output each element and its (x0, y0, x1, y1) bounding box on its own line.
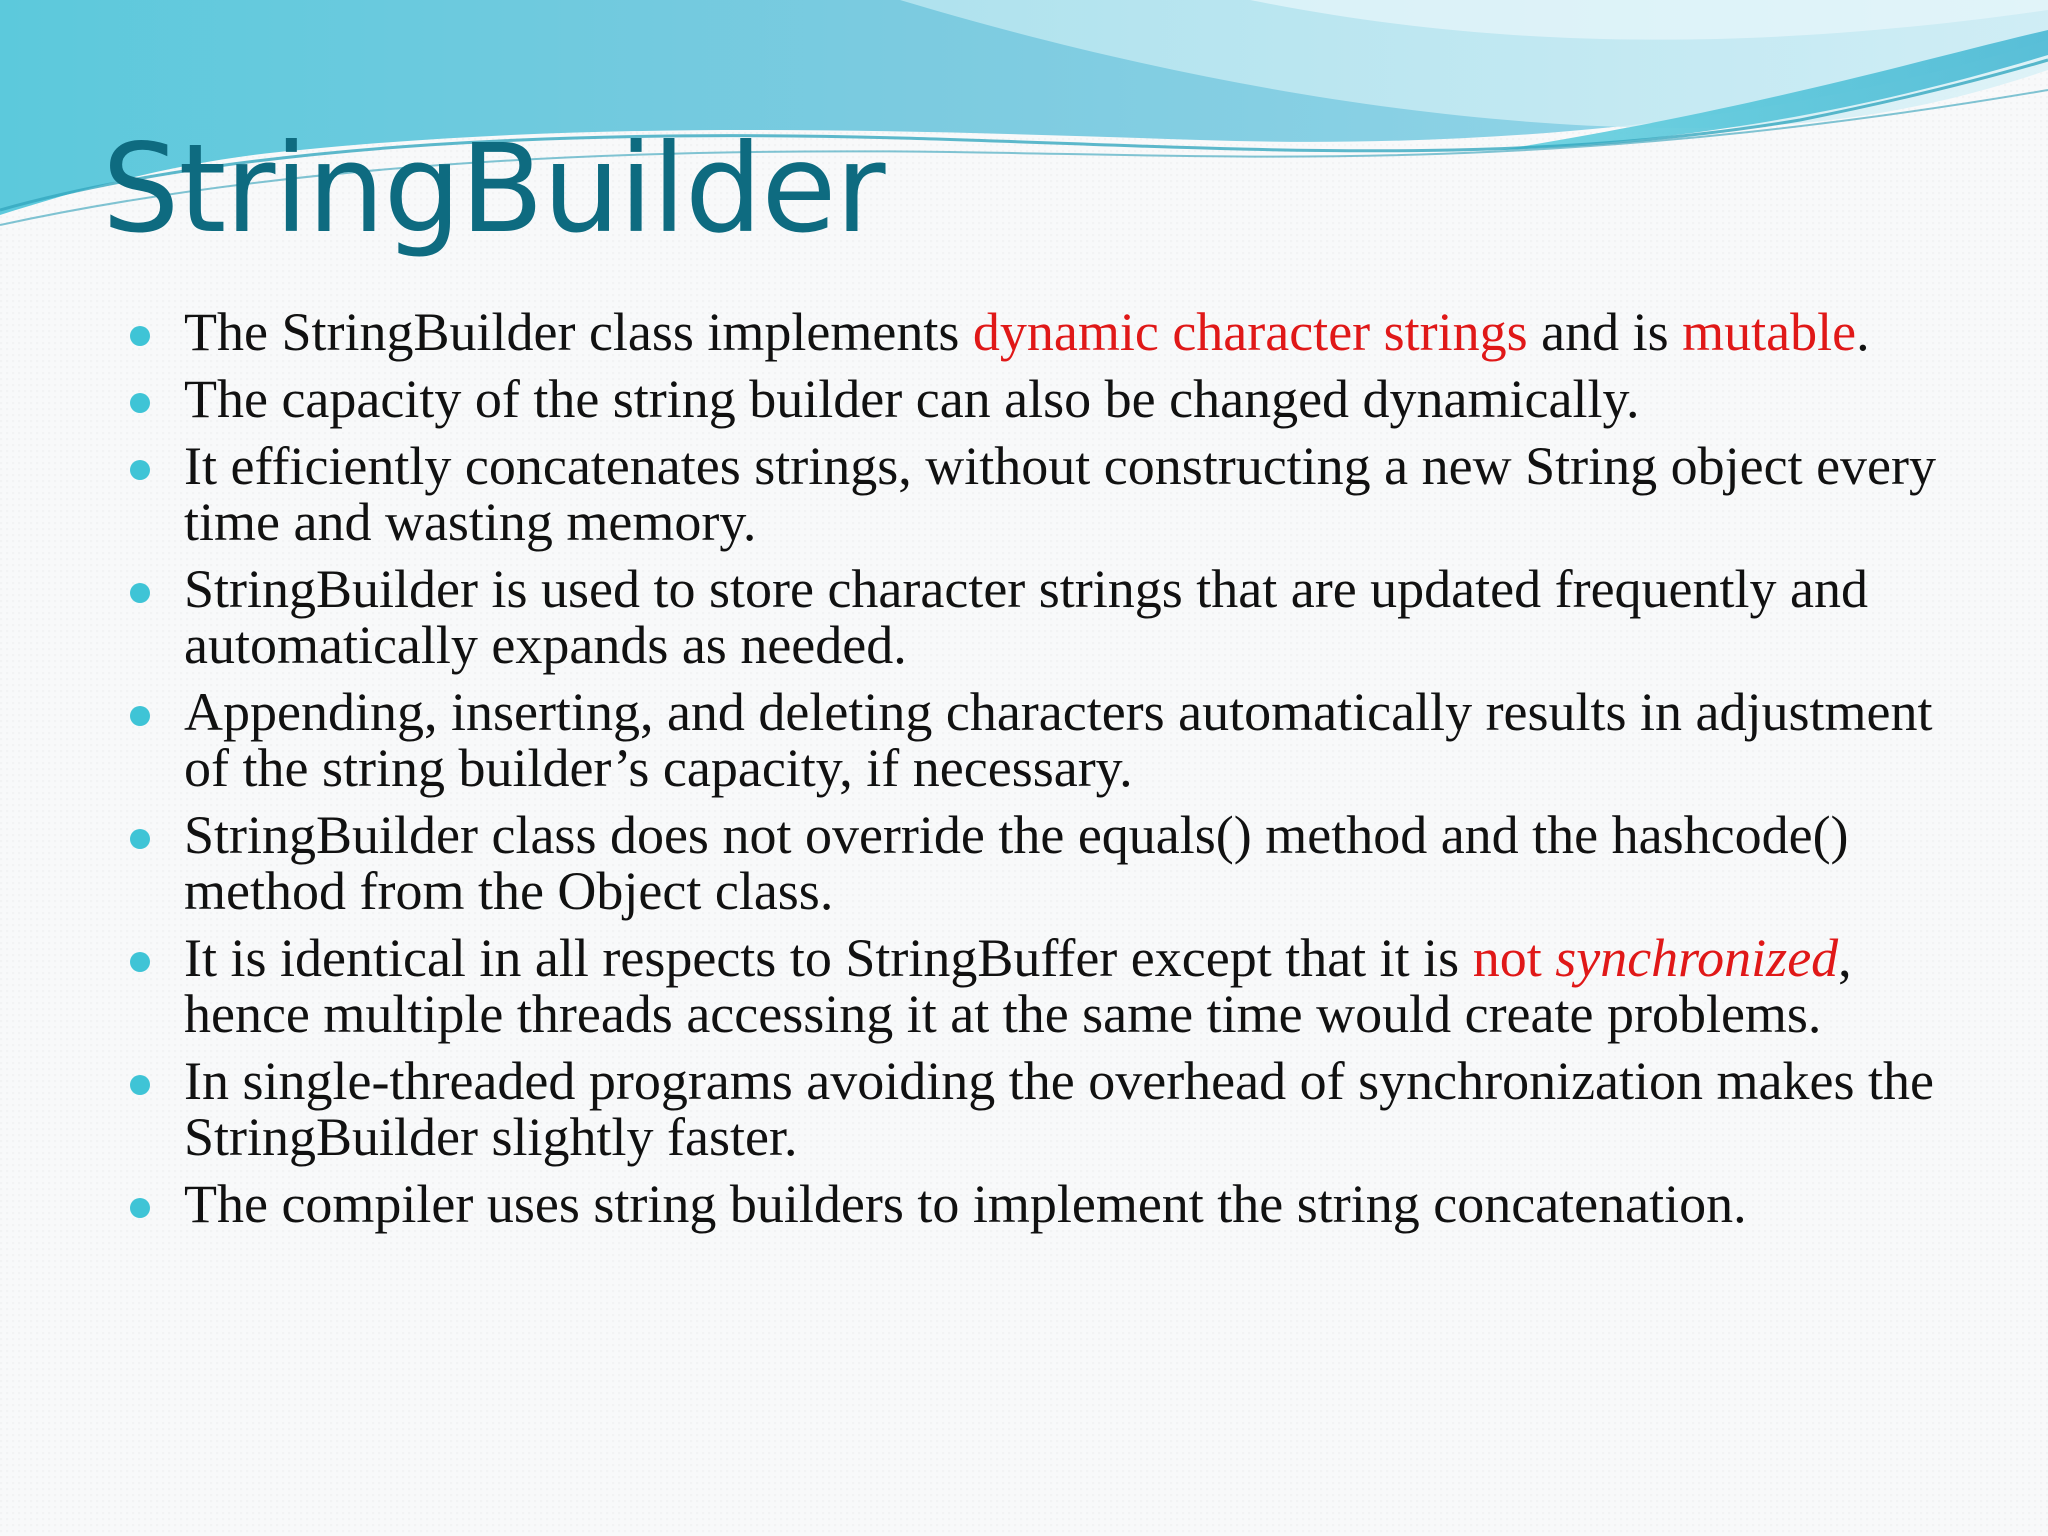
bullet-text: StringBuilder class does not override the equals() method and the hashcode() method from the Object class. (184, 805, 1849, 921)
bullet-icon (130, 952, 150, 972)
list-item (0, 930, 2048, 1042)
bullet-text: Appending, inserting, and deleting characters automatically results in adjustment of the string builder’s capacity, if necessary. (184, 682, 1933, 798)
list-item (0, 304, 2048, 360)
bullet-text: The StringBuilder class implements (184, 302, 973, 362)
bullet-list (0, 304, 2048, 1243)
bullet-text: It is identical in all respects to StringBuffer except that it is (184, 928, 1473, 988)
bullet-icon (130, 393, 150, 413)
list-item (0, 371, 2048, 427)
list-item (0, 1176, 2048, 1232)
highlight-text: not (1472, 928, 1542, 988)
bullet-text: , hence multiple threads accessing it at the same time would create problems. (184, 928, 1852, 1044)
list-item (0, 438, 2048, 550)
bullet-icon (130, 1075, 150, 1095)
highlight-text: mutable (1682, 302, 1857, 362)
highlight-text: dynamic character strings (972, 302, 1528, 362)
bullet-text: The compiler uses string builders to implement the string concatenation. (184, 1174, 1747, 1234)
slide-title: StringBuilder (102, 118, 885, 260)
bullet-icon (130, 706, 150, 726)
bullet-text: . (1856, 302, 1870, 362)
bullet-text (1542, 928, 1556, 988)
bullet-text: In single-threaded programs avoiding the overhead of synchronization makes the StringBuilder slightly faster. (184, 1051, 1934, 1167)
bullet-icon (130, 583, 150, 603)
bullet-icon (130, 1198, 150, 1218)
bullet-text: StringBuilder is used to store character strings that are updated frequently and automatically expands as needed. (184, 559, 1868, 675)
list-item (0, 807, 2048, 919)
list-item (0, 684, 2048, 796)
bullet-icon (130, 326, 150, 346)
highlight-italic-text: synchronized (1555, 928, 1839, 988)
bullet-text: and is (1527, 302, 1683, 362)
bullet-text: It efficiently concatenates strings, without constructing a new String object every time and wasting memory. (184, 436, 1936, 552)
list-item (0, 1053, 2048, 1165)
bullet-text: The capacity of the string builder can also be changed dynamically. (184, 369, 1640, 429)
bullet-icon (130, 460, 150, 480)
bullet-icon (130, 829, 150, 849)
list-item (0, 561, 2048, 673)
